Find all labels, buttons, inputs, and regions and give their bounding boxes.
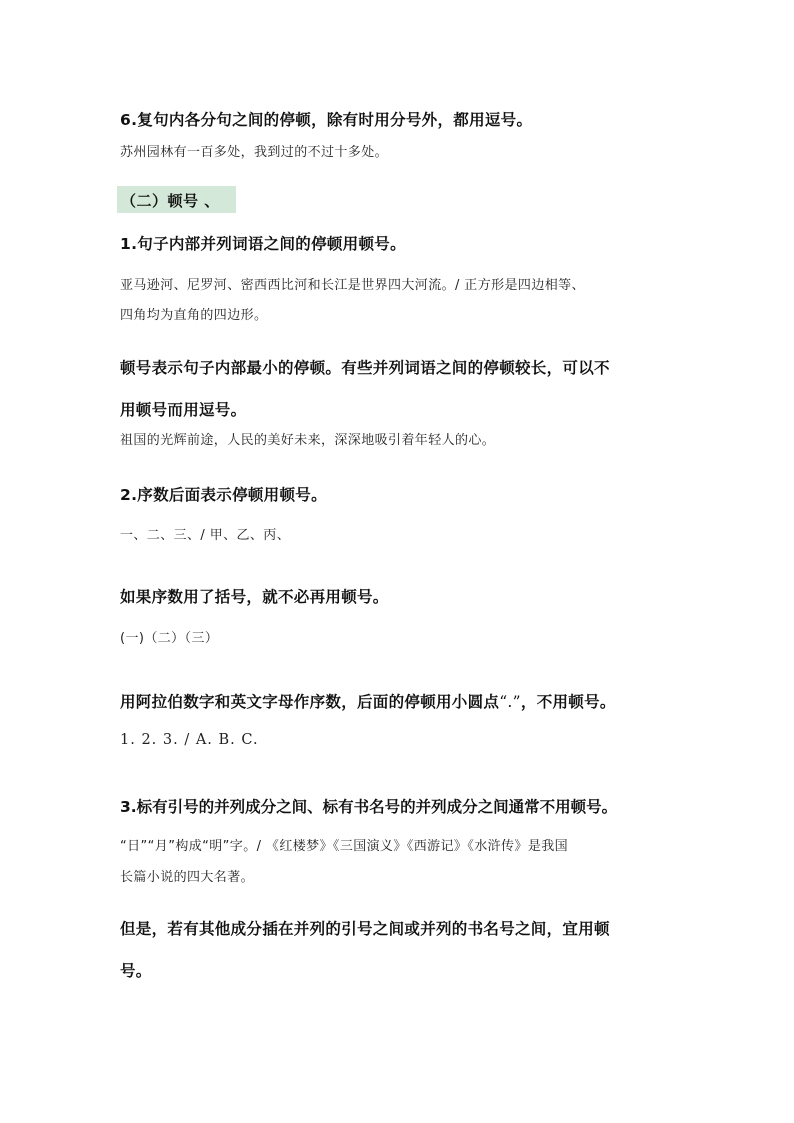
note-1-line1: 顿号表示句子内部最小的停顿。有些并列词语之间的停顿较长，可以不 (120, 359, 610, 377)
note-1-line2: 用顿号而用逗号。 (120, 401, 247, 419)
note-1-example: 祖国的光辉前途，人民的美好未来，深深地吸引着年轻人的心。 (120, 433, 496, 448)
section-title-box (117, 186, 236, 213)
rule-3-example-line2: 长篇小说的四大名著。 (120, 870, 255, 885)
note-4-line1: 但是，若有其他成分插在并列的引号之间或并列的书名号之间，宜用顿 (120, 920, 610, 938)
note-2-example: (一)（二）（三） (120, 631, 219, 646)
rule-6-heading: 6.复句内各分句之间的停顿，除有时用分号外，都用逗号。 (120, 111, 533, 129)
rule-2-heading: 2.序数后面表示停顿用顿号。 (120, 486, 327, 504)
rule-1-example-line2: 四角均为直角的四边形。 (120, 308, 268, 323)
note-3-example: 1. 2. 3. / A. B. C. (120, 732, 259, 748)
note-3 (120, 690, 616, 712)
note-3-quote: “.” (499, 693, 521, 711)
rule-6-example: 苏州园林有一百多处，我到过的不过十多处。 (120, 145, 389, 160)
note-3-end: ，不用顿号。 (520, 693, 616, 711)
note-2: 如果序数用了括号，就不必再用顿号。 (120, 588, 389, 606)
note-3-text: 用阿拉伯数字和英文字母作序数，后面的停顿用小圆点 (120, 693, 500, 711)
rule-1-example-line1: 亚马逊河、尼罗河、密西西比河和长江是世界四大河流。/ 正方形是四边相等、 (120, 278, 585, 293)
section-title: （二）顿号 、 (121, 192, 220, 210)
rule-1-heading: 1.句子内部并列词语之间的停顿用顿号。 (120, 235, 406, 253)
rule-3-heading: 3.标有引号的并列成分之间、标有书名号的并列成分之间通常不用顿号。 (120, 798, 618, 816)
rule-3-example-line1: “日”“月”构成“明”字。/ 《红楼梦》《三国演义》《西游记》《水浒传》是我国 (120, 839, 569, 854)
note-4-line2: 号。 (120, 962, 152, 980)
rule-2-example: 一、二、三、/ 甲、乙、丙、 (120, 528, 291, 543)
